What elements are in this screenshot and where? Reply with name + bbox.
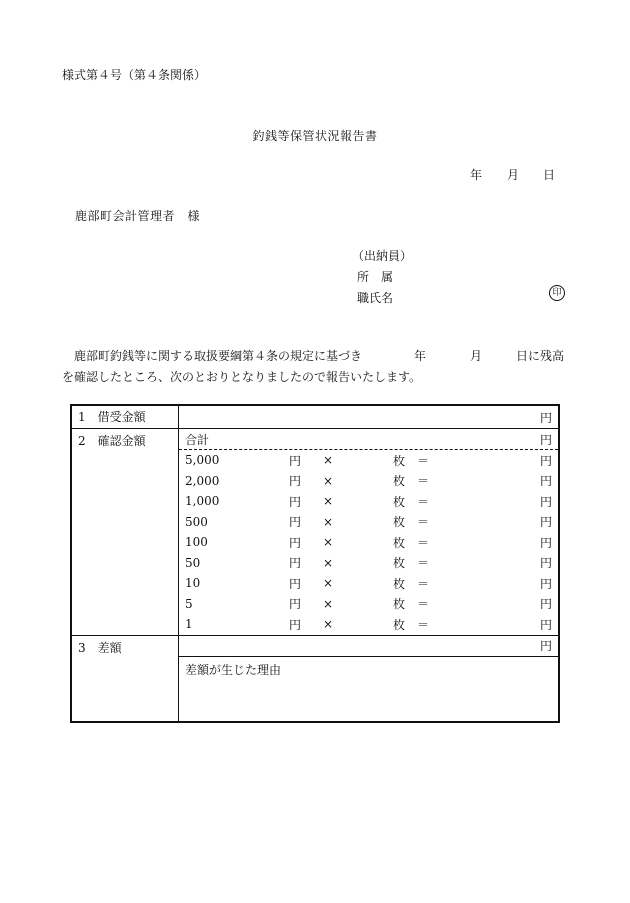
denomination-row[interactable] xyxy=(179,614,558,635)
date-year-label: 年 xyxy=(470,168,483,182)
equals-symbol: ＝ xyxy=(417,535,430,550)
confirmed-amount-row xyxy=(71,429,559,636)
yen-unit: 円 xyxy=(539,474,552,489)
total-label: 合計 xyxy=(185,432,210,447)
statement-line-2: を確認したところ、次のとおりとなりましたので報告いたします。 xyxy=(62,370,422,384)
yen-unit: 円 xyxy=(289,494,302,509)
times-symbol: × xyxy=(323,596,334,611)
yen-unit: 円 xyxy=(289,453,302,468)
denomination-row[interactable] xyxy=(179,532,558,553)
borrowed-amount-cell[interactable] xyxy=(179,405,560,429)
report-statement xyxy=(62,346,564,388)
count-unit: 枚 xyxy=(393,515,406,530)
statement-text-2: 日に残高 xyxy=(516,349,565,363)
denomination-value: 500 xyxy=(185,514,208,529)
count-unit: 枚 xyxy=(393,535,406,550)
denomination-row[interactable] xyxy=(179,594,558,615)
denomination-list xyxy=(179,450,558,635)
count-unit: 枚 xyxy=(393,597,406,612)
denomination-row[interactable] xyxy=(179,573,558,594)
date-month-label: 月 xyxy=(507,168,520,182)
yen-unit: 円 xyxy=(539,453,552,468)
seal-mark: 印 xyxy=(549,285,565,301)
count-unit: 枚 xyxy=(393,576,406,591)
yen-unit: 円 xyxy=(289,617,302,632)
yen-unit: 円 xyxy=(289,474,302,489)
statement-month: 月 xyxy=(470,349,483,363)
affiliation-label: 所 属 xyxy=(357,270,394,284)
yen-unit: 円 xyxy=(539,410,552,425)
name-label: 職氏名 xyxy=(357,291,394,305)
addressee: 鹿部町会計管理者 様 xyxy=(75,209,201,223)
document-title: 釣銭等保管状況報告書 xyxy=(252,129,378,143)
denomination-value: 5 xyxy=(185,596,193,611)
denomination-value: 1 xyxy=(185,617,193,632)
equals-symbol: ＝ xyxy=(417,597,430,612)
times-symbol: × xyxy=(323,535,334,550)
confirmed-amount-label: 2 確認金額 xyxy=(71,429,179,636)
difference-row xyxy=(71,635,559,656)
times-symbol: × xyxy=(323,473,334,488)
denomination-value: 5,000 xyxy=(185,453,220,468)
times-symbol: × xyxy=(323,514,334,529)
equals-symbol: ＝ xyxy=(417,474,430,489)
confirmed-amount-cell xyxy=(179,429,560,636)
denomination-value: 1,000 xyxy=(185,494,220,509)
statement-line-1 xyxy=(62,346,564,367)
total-row[interactable] xyxy=(179,429,558,450)
reason-cell[interactable] xyxy=(179,656,560,722)
sender-role-label: （出納員） xyxy=(352,249,413,263)
count-unit: 枚 xyxy=(393,617,406,632)
times-symbol: × xyxy=(323,494,334,509)
yen-unit: 円 xyxy=(539,515,552,530)
yen-unit: 円 xyxy=(289,515,302,530)
yen-unit: 円 xyxy=(539,432,552,447)
borrowed-amount-row xyxy=(71,405,559,429)
borrowed-amount-label: 1 借受金額 xyxy=(71,405,179,429)
date-day-label: 日 xyxy=(543,168,556,182)
form-number: 様式第４号（第４条関係） xyxy=(62,68,207,82)
statement-year: 年 xyxy=(414,349,427,363)
yen-unit: 円 xyxy=(539,556,552,571)
count-unit: 枚 xyxy=(393,453,406,468)
denomination-row[interactable] xyxy=(179,471,558,492)
equals-symbol: ＝ xyxy=(417,576,430,591)
count-unit: 枚 xyxy=(393,556,406,571)
difference-amount-cell[interactable] xyxy=(179,635,560,656)
count-unit: 枚 xyxy=(393,474,406,489)
yen-unit: 円 xyxy=(539,535,552,550)
denomination-row[interactable] xyxy=(179,491,558,512)
equals-symbol: ＝ xyxy=(417,556,430,571)
yen-unit: 円 xyxy=(539,597,552,612)
equals-symbol: ＝ xyxy=(417,453,430,468)
yen-unit: 円 xyxy=(289,597,302,612)
denomination-value: 100 xyxy=(185,535,208,550)
equals-symbol: ＝ xyxy=(417,494,430,509)
denomination-value: 50 xyxy=(185,555,201,570)
count-unit: 枚 xyxy=(393,494,406,509)
denomination-row[interactable] xyxy=(179,450,558,471)
denomination-value: 2,000 xyxy=(185,473,220,488)
yen-unit: 円 xyxy=(539,639,552,653)
yen-unit: 円 xyxy=(289,535,302,550)
yen-unit: 円 xyxy=(289,556,302,571)
yen-unit: 円 xyxy=(539,617,552,632)
difference-label: 3 差額 xyxy=(71,635,179,722)
times-symbol: × xyxy=(323,453,334,468)
times-symbol: × xyxy=(323,555,334,570)
reason-label: 差額が生じた理由 xyxy=(185,662,282,677)
equals-symbol: ＝ xyxy=(417,515,430,530)
yen-unit: 円 xyxy=(539,576,552,591)
yen-unit: 円 xyxy=(539,494,552,509)
statement-text-1: 鹿部町釣銭等に関する取扱要綱第４条の規定に基づき xyxy=(74,349,363,363)
equals-symbol: ＝ xyxy=(417,617,430,632)
denomination-row[interactable] xyxy=(179,553,558,574)
times-symbol: × xyxy=(323,576,334,591)
denomination-row[interactable] xyxy=(179,512,558,533)
times-symbol: × xyxy=(323,617,334,632)
report-table xyxy=(70,404,560,723)
yen-unit: 円 xyxy=(289,576,302,591)
denomination-value: 10 xyxy=(185,576,201,591)
